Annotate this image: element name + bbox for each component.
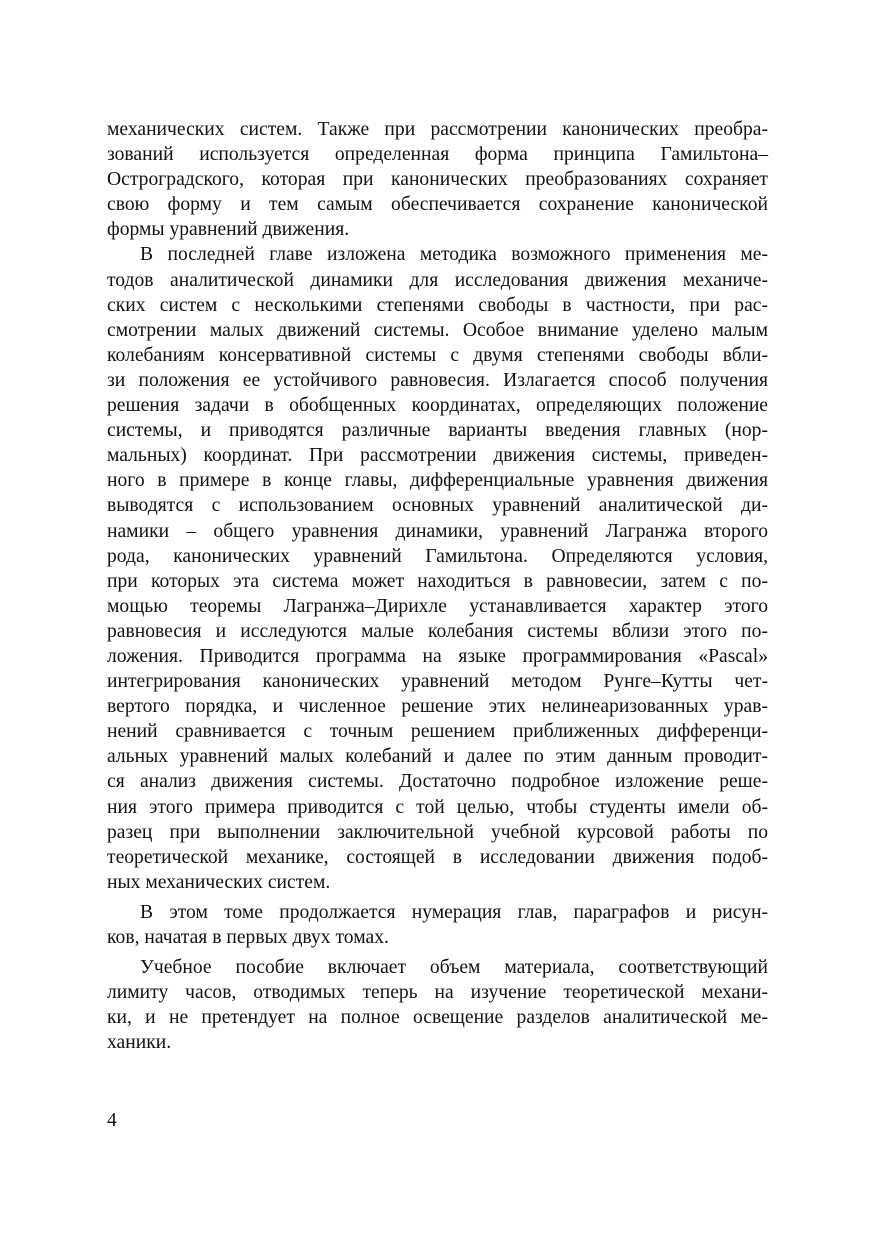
text-line: тодов аналитической динамики для исследования движения механиче- bbox=[107, 269, 768, 291]
text-line: равновесия и исследуются малые колебания системы вблизи этого по- bbox=[107, 620, 768, 642]
text-line: ки, и не претендует на полное освещение разделов аналитической ме- bbox=[107, 1007, 768, 1029]
text-line: зи положения ее устойчивого равновесия. Излагается способ получения bbox=[107, 369, 768, 391]
text-line: вертого порядка, и численное решение этих нелинеаризованных урав- bbox=[107, 696, 768, 718]
paragraph-3 bbox=[107, 900, 768, 950]
text-line: В этом томе продолжается нумерация глав, параграфов и рисун- bbox=[140, 901, 768, 923]
text-line: В последней главе изложена методика возможного применения ме- bbox=[140, 244, 768, 266]
text-line: выводятся с использованием основных уравнений аналитической ди- bbox=[107, 495, 768, 517]
text-line: интегрирования канонических уравнений методом Рунге–Кутты чет- bbox=[107, 671, 768, 693]
paragraph-2 bbox=[107, 242, 768, 894]
text-line: Учебное пособие включает объем материала, соответствующий bbox=[140, 957, 768, 979]
text-line: ных механических систем. bbox=[107, 871, 331, 893]
text-line: теоретической механике, состоящей в исследовании движения подоб- bbox=[107, 846, 768, 868]
paragraph-1 bbox=[107, 117, 768, 242]
page-number: 4 bbox=[107, 1110, 117, 1131]
text-line: рода, канонических уравнений Гамильтона. Определяются условия, bbox=[107, 545, 768, 567]
text-line: ханики. bbox=[107, 1032, 172, 1054]
text-line: ного в примере в конце главы, дифференциальные уравнения движения bbox=[107, 470, 768, 492]
text-line: ложения. Приводится программа на языке программирования «Pascal» bbox=[107, 645, 768, 667]
text-line: формы уравнений движения. bbox=[107, 219, 350, 241]
text-line: лимиту часов, отводимых теперь на изучение теоретической механи- bbox=[107, 982, 768, 1004]
text-line: колебаниям консервативной системы с двумя степенями свободы вбли- bbox=[107, 344, 768, 366]
text-line: мощью теоремы Лагранжа–Дирихле устанавливается характер этого bbox=[107, 595, 768, 617]
text-line: ских систем с несколькими степенями свободы в частности, при рас- bbox=[107, 294, 768, 316]
text-line: альных уравнений малых колебаний и далее по этим данным проводит- bbox=[107, 746, 768, 768]
text-line: ся анализ движения системы. Достаточно подробное изложение реше- bbox=[107, 771, 768, 793]
text-line: намики – общего уравнения динамики, уравнений Лагранжа второго bbox=[107, 520, 768, 542]
paragraph-4 bbox=[107, 955, 768, 1055]
text-line: системы, и приводятся различные варианты введения главных (нор- bbox=[107, 420, 768, 442]
text-line: Остроградского, которая при канонических преобразованиях сохраняет bbox=[107, 169, 768, 191]
text-line: решения задачи в обобщенных координатах, определяющих положение bbox=[107, 395, 768, 417]
text-line: свою форму и тем самым обеспечивается сохранение канонической bbox=[107, 194, 768, 216]
text-line: мальных) координат. При рассмотрении движения системы, приведен- bbox=[107, 445, 768, 467]
text-line: ния этого примера приводится с той целью, чтобы студенты имели об- bbox=[107, 796, 768, 818]
text-line: зований используется определенная форма принципа Гамильтона– bbox=[107, 144, 768, 166]
text-line: при которых эта система может находиться в равновесии, затем с по- bbox=[107, 570, 768, 592]
text-line: разец при выполнении заключительной учебной курсовой работы по bbox=[107, 821, 768, 843]
text-line: механических систем. Также при рассмотрении канонических преобра- bbox=[107, 119, 768, 140]
text-line: смотрении малых движений системы. Особое внимание уделено малым bbox=[107, 319, 768, 341]
text-line: нений сравнивается с точным решением приближенных дифференци- bbox=[107, 721, 768, 743]
text-line: ков, начатая в первых двух томах. bbox=[107, 927, 389, 948]
page-body bbox=[107, 117, 768, 1055]
